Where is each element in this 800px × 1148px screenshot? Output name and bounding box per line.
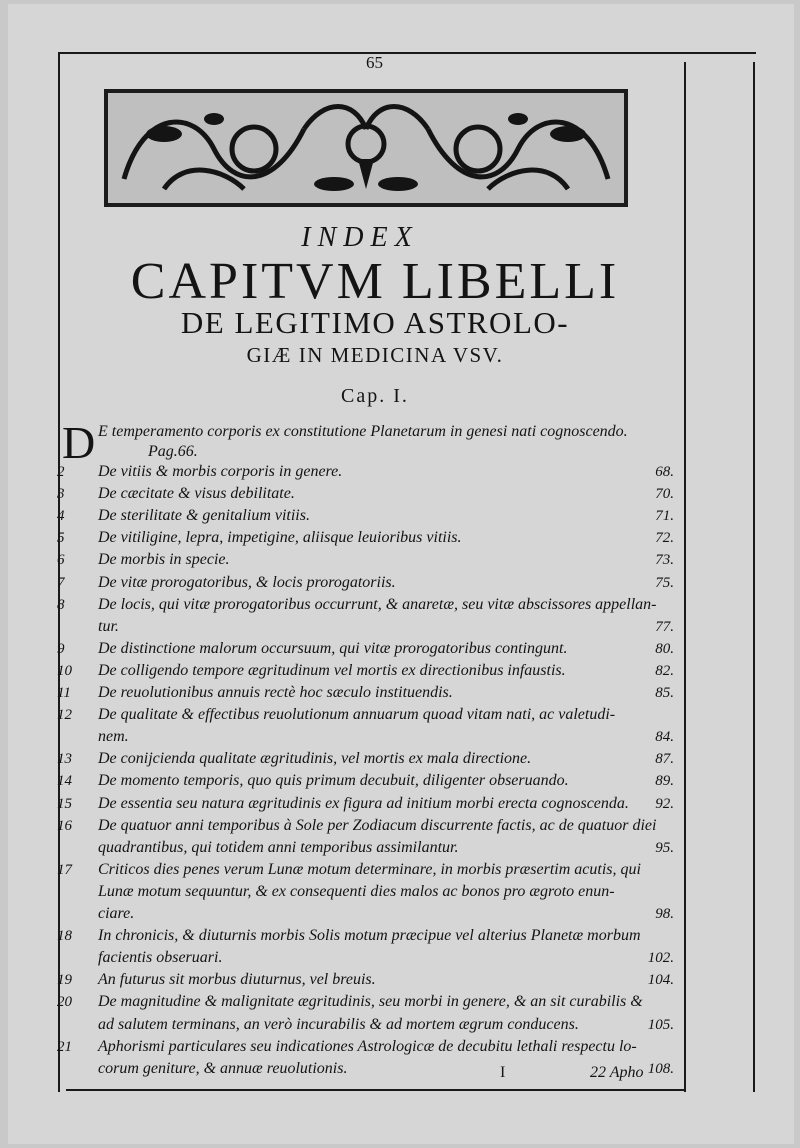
- entry-1-page: Pag.66.: [148, 443, 198, 460]
- entry-page-number: 73.: [655, 552, 674, 569]
- entry-number: 3: [57, 486, 65, 503]
- entry-text: De vitiligine, lepra, impetigine, aliisque leuioribus vitiis.: [98, 529, 462, 547]
- entry-text: De vitæ prorogatoribus, & locis prorogatoriis.: [98, 573, 396, 591]
- entry-number: 17: [57, 861, 72, 878]
- title-de-legitimo: DE LEGITIMO ASTROLO-: [180, 305, 570, 340]
- entry-number: 5: [57, 530, 65, 547]
- title-capitum-libelli: CAPITVM LIBELLI: [130, 253, 620, 310]
- entry-text: quadrantibus, qui totidem anni temporibus assimilantur.: [98, 838, 459, 856]
- entry-number: 10: [57, 662, 72, 679]
- drop-cap: D: [62, 417, 96, 468]
- entry-page-number: 72.: [655, 530, 674, 547]
- entry-1-text: E temperamento corporis ex constitutione Planetarum in genesi nati cognoscendo.: [98, 423, 628, 440]
- entry-text: ciare.: [98, 905, 135, 922]
- entry-page-number: 71.: [655, 508, 674, 525]
- entry-page-number: 77.: [655, 618, 674, 635]
- entry-text: De sterilitate & genitalium vitiis.: [98, 507, 310, 525]
- entry-page-number: 84.: [655, 729, 674, 746]
- entry-text: De conijcienda qualitate ægritudinis, vel mortis ex mala directione.: [98, 750, 532, 768]
- headpiece-ornament: [104, 89, 628, 207]
- frame-rule-bottom: [66, 1089, 686, 1091]
- entry-page-number: 80.: [655, 640, 674, 657]
- entry-text: De reuolutionibus annuis rectè hoc sæculo instituendis.: [98, 684, 453, 701]
- frame-rule-right-outer: [753, 62, 755, 1092]
- entry-number: 9: [57, 640, 65, 657]
- page-number: 65: [366, 53, 383, 72]
- entry-text: Aphorismi particulares seu indicationes Astrologicæ de decubitu lethali respectu lo-: [98, 1037, 637, 1055]
- entry-text: ad salutem terminans, an verò incurabilis & ad mortem ægrum conducens.: [98, 1015, 579, 1033]
- entry-number: 21: [57, 1038, 72, 1055]
- frame-rule-right-inner: [684, 62, 686, 1092]
- entry-number: 13: [57, 751, 72, 768]
- entry-text: Criticos dies penes verum Lunæ motum determinare, in morbis præsertim acutis, qui: [98, 860, 641, 878]
- entry-text: De vitiis & morbis corporis in genere.: [98, 463, 343, 480]
- signature-mark: I: [500, 1064, 506, 1081]
- entry-page-number: 89.: [655, 773, 674, 790]
- entry-text: De essentia seu natura ægritudinis ex figura ad initium morbi erecta cognoscenda.: [98, 794, 629, 812]
- entry-text: Lunæ motum sequuntur, & ex consequenti dies malos ac bonos pro ægroto enun-: [98, 882, 615, 900]
- entry-number: 18: [57, 928, 72, 945]
- entry-text: De momento temporis, quo quis primum decubuit, diligenter obseruando.: [98, 772, 569, 790]
- entry-text: De distinctione malorum occursuum, qui vitæ prorogatoribus contingunt.: [98, 639, 568, 657]
- entry-text: nem.: [98, 728, 129, 746]
- entry-page-number: 75.: [655, 574, 674, 591]
- entry-number: 4: [57, 508, 65, 525]
- entry-number: 12: [57, 707, 72, 724]
- entry-text: De locis, qui vitæ prorogatoribus occurrunt, & anaretæ, seu vitæ abscissores appellan-: [98, 595, 657, 613]
- entry-page-number: 85.: [655, 685, 674, 701]
- entry-page-number: 102.: [647, 950, 674, 967]
- entry-page-number: 82.: [655, 662, 674, 679]
- entry-text: De magnitudine & malignitate ægritudinis, seu morbi in genere, & an sit curabilis &: [98, 993, 643, 1011]
- entry-text: De quatuor anni temporibus à Sole per Zodiacum discurrente factis, ac de quatuor diei: [98, 816, 657, 834]
- catchword: 22 Apho: [590, 1064, 644, 1081]
- entry-page-number: 68.: [655, 464, 674, 480]
- entry-number: 15: [57, 795, 72, 812]
- entry-number: 14: [57, 773, 72, 790]
- entry-number: 8: [57, 596, 65, 613]
- title-in-medicina: GIÆ IN MEDICINA VSV.: [246, 343, 504, 367]
- entry-text: corum geniture, & annuæ reuolutionis.: [98, 1059, 348, 1077]
- entry-text: An futurus sit morbus diuturnus, vel breuis.: [98, 971, 376, 989]
- entry-text: facientis obseruari.: [98, 949, 223, 967]
- entry-number: 20: [57, 994, 72, 1011]
- entry-page-number: 104.: [647, 972, 674, 989]
- entry-text: De cæcitate & visus debilitate.: [98, 485, 295, 503]
- entry-page-number: 95.: [655, 839, 674, 856]
- entry-number: 7: [57, 574, 65, 591]
- entry-text: De morbis in specie.: [98, 551, 230, 569]
- entry-text: In chronicis, & diuturnis morbis Solis motum præcipue vel alterius Planetæ morbum: [98, 927, 641, 945]
- title-index: INDEX: [301, 222, 419, 253]
- entry-text: De colligendo tempore ægritudinum vel mortis ex directionibus infaustis.: [98, 661, 566, 679]
- entry-page-number: 105.: [647, 1016, 674, 1033]
- entry-number: 16: [57, 817, 72, 834]
- entry-text: tur.: [98, 617, 119, 635]
- entry-page-number: 108.: [647, 1060, 674, 1077]
- entry-number: 6: [57, 552, 65, 569]
- entry-number: 19: [57, 972, 72, 989]
- entry-number: 2: [57, 464, 65, 480]
- entry-page-number: 70.: [655, 486, 674, 503]
- entry-page-number: 98.: [655, 906, 674, 922]
- frame-rule-top: [58, 52, 756, 54]
- entry-number: 11: [57, 685, 71, 701]
- entry-page-number: 87.: [655, 751, 674, 768]
- entry-page-number: 92.: [655, 795, 674, 812]
- chapter-heading: Cap. I.: [341, 385, 409, 407]
- entry-text: De qualitate & effectibus reuolutionum annuarum quoad vitam nati, ac valetudi-: [98, 706, 616, 724]
